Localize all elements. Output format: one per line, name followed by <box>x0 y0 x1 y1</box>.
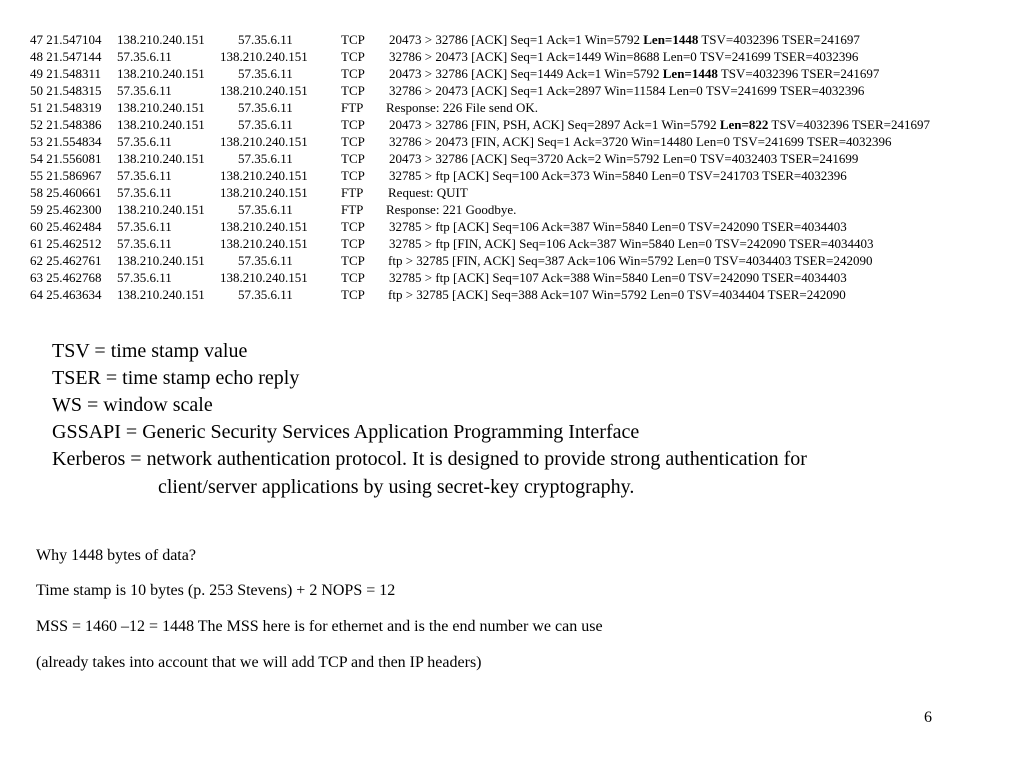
destination-address: 57.35.6.11 <box>238 100 293 115</box>
packet-number-time: 59 25.462300 <box>30 202 102 217</box>
source-address: 138.210.240.151 <box>117 253 205 268</box>
destination-address: 138.210.240.151 <box>220 185 308 200</box>
packet-number-time: 47 21.547104 <box>30 32 102 47</box>
note-mss: MSS = 1460 –12 = 1448 The MSS here is for ethernet and is the end number we can use <box>36 618 603 635</box>
source-address: 57.35.6.11 <box>117 168 172 183</box>
page-number: 6 <box>924 709 932 726</box>
protocol: TCP <box>341 66 365 81</box>
destination-address: 57.35.6.11 <box>238 32 293 47</box>
destination-address: 57.35.6.11 <box>238 66 293 81</box>
info-text: 20473 > 32786 [ACK] Seq=1 Ack=1 Win=5792 <box>389 32 644 47</box>
packet-number-time: 58 25.460661 <box>30 185 102 200</box>
info-text: 20473 > 32786 [ACK] Seq=1449 Ack=1 Win=5792 <box>389 66 663 81</box>
source-address: 138.210.240.151 <box>117 151 205 166</box>
info-text-tail: TSV=4032396 TSER=241697 <box>768 117 930 132</box>
source-address: 138.210.240.151 <box>117 287 205 302</box>
packet-number-time: 50 21.548315 <box>30 83 102 98</box>
protocol: TCP <box>341 151 365 166</box>
source-address: 57.35.6.11 <box>117 219 172 234</box>
destination-address: 138.210.240.151 <box>220 134 308 149</box>
definition-gssapi: GSSAPI = Generic Security Services Application Programming Interface <box>52 421 640 443</box>
packet-info: 32785 > ftp [FIN, ACK] Seq=106 Ack=387 Win=5840 Len=0 TSV=242090 TSER=4034403 <box>389 236 874 251</box>
packet-number-time: 63 25.462768 <box>30 270 102 285</box>
info-text: 20473 > 32786 [FIN, PSH, ACK] Seq=2897 Ack=1 Win=5792 <box>389 117 720 132</box>
packet-info: Response: 221 Goodbye. <box>386 202 517 217</box>
definition-tsv: TSV = time stamp value <box>52 340 248 362</box>
destination-address: 138.210.240.151 <box>220 83 308 98</box>
packet-number-time: 54 21.556081 <box>30 151 102 166</box>
protocol: TCP <box>341 236 365 251</box>
source-address: 57.35.6.11 <box>117 134 172 149</box>
source-address: 57.35.6.11 <box>117 49 172 64</box>
packet-info: 32785 > ftp [ACK] Seq=107 Ack=388 Win=5840 Len=0 TSV=242090 TSER=4034403 <box>389 270 847 285</box>
packet-info: ftp > 32785 [FIN, ACK] Seq=387 Ack=106 Win=5792 Len=0 TSV=4034403 TSER=242090 <box>388 253 873 268</box>
packet-info: 32785 > ftp [ACK] Seq=106 Ack=387 Win=5840 Len=0 TSV=242090 TSER=4034403 <box>389 219 847 234</box>
packet-number-time: 64 25.463634 <box>30 287 102 302</box>
protocol: TCP <box>341 253 365 268</box>
protocol: TCP <box>341 270 365 285</box>
packet-info: 32786 > 20473 [ACK] Seq=1 Ack=2897 Win=11584 Len=0 TSV=241699 TSER=4032396 <box>389 83 865 98</box>
protocol: FTP <box>341 100 364 115</box>
packet-info <box>389 31 860 48</box>
packet-number-time: 52 21.548386 <box>30 117 102 132</box>
protocol: TCP <box>341 168 365 183</box>
info-text-tail: TSV=4032396 TSER=241697 <box>698 32 860 47</box>
packet-info: Request: QUIT <box>388 185 468 200</box>
source-address: 57.35.6.11 <box>117 83 172 98</box>
packet-number-time: 60 25.462484 <box>30 219 102 234</box>
source-address: 57.35.6.11 <box>117 236 172 251</box>
packet-info: Response: 226 File send OK. <box>386 100 539 115</box>
source-address: 138.210.240.151 <box>117 117 205 132</box>
destination-address: 138.210.240.151 <box>220 270 308 285</box>
protocol: TCP <box>341 49 365 64</box>
packet-info: 32786 > 20473 [FIN, ACK] Seq=1 Ack=3720 Win=14480 Len=0 TSV=241699 TSER=4032396 <box>389 134 892 149</box>
packet-info <box>389 65 879 82</box>
definition-ws: WS = window scale <box>52 394 213 416</box>
packet-number-time: 49 21.548311 <box>30 66 102 81</box>
note-headers: (already takes into account that we will add TCP and then IP headers) <box>36 654 482 671</box>
note-timestamp: Time stamp is 10 bytes (p. 253 Stevens) + 2 NOPS = 12 <box>36 582 396 599</box>
packet-info: ftp > 32785 [ACK] Seq=388 Ack=107 Win=5792 Len=0 TSV=4034404 TSER=242090 <box>388 287 846 302</box>
packet-info: 32786 > 20473 [ACK] Seq=1 Ack=1449 Win=8688 Len=0 TSV=241699 TSER=4032396 <box>389 49 859 64</box>
packet-info <box>389 116 930 133</box>
packet-info: 20473 > 32786 [ACK] Seq=3720 Ack=2 Win=5792 Len=0 TSV=4032403 TSER=241699 <box>389 151 859 166</box>
note-question: Why 1448 bytes of data? <box>36 547 196 564</box>
info-length-highlight: Len=1448 <box>643 32 699 47</box>
protocol: FTP <box>341 185 364 200</box>
destination-address: 138.210.240.151 <box>220 219 308 234</box>
definition-kerberos-continuation: client/server applications by using secret-key cryptography. <box>158 476 635 498</box>
source-address: 57.35.6.11 <box>117 185 172 200</box>
packet-number-time: 62 25.462761 <box>30 253 102 268</box>
definition-tser: TSER = time stamp echo reply <box>52 367 300 389</box>
source-address: 138.210.240.151 <box>117 32 205 47</box>
packet-number-time: 53 21.554834 <box>30 134 102 149</box>
destination-address: 57.35.6.11 <box>238 117 293 132</box>
source-address: 138.210.240.151 <box>117 202 205 217</box>
info-length-highlight: Len=822 <box>719 117 769 132</box>
packet-number-time: 48 21.547144 <box>30 49 102 64</box>
packet-number-time: 55 21.586967 <box>30 168 102 183</box>
packet-info: 32785 > ftp [ACK] Seq=100 Ack=373 Win=5840 Len=0 TSV=241703 TSER=4032396 <box>389 168 847 183</box>
info-length-highlight: Len=1448 <box>662 66 718 81</box>
protocol: TCP <box>341 117 365 132</box>
destination-address: 138.210.240.151 <box>220 236 308 251</box>
destination-address: 138.210.240.151 <box>220 49 308 64</box>
source-address: 57.35.6.11 <box>117 270 172 285</box>
destination-address: 57.35.6.11 <box>238 253 293 268</box>
source-address: 138.210.240.151 <box>117 100 205 115</box>
protocol: TCP <box>341 134 365 149</box>
protocol: TCP <box>341 219 365 234</box>
protocol: TCP <box>341 83 365 98</box>
destination-address: 57.35.6.11 <box>238 151 293 166</box>
destination-address: 57.35.6.11 <box>238 202 293 217</box>
protocol: TCP <box>341 32 365 47</box>
protocol: TCP <box>341 287 365 302</box>
source-address: 138.210.240.151 <box>117 66 205 81</box>
definition-kerberos: Kerberos = network authentication protocol. It is designed to provide strong authentication for <box>52 448 807 470</box>
info-text-tail: TSV=4032396 TSER=241697 <box>717 66 880 81</box>
packet-number-time: 61 25.462512 <box>30 236 102 251</box>
destination-address: 57.35.6.11 <box>238 287 293 302</box>
protocol: FTP <box>341 202 364 217</box>
packet-number-time: 51 21.548319 <box>30 100 102 115</box>
destination-address: 138.210.240.151 <box>220 168 308 183</box>
